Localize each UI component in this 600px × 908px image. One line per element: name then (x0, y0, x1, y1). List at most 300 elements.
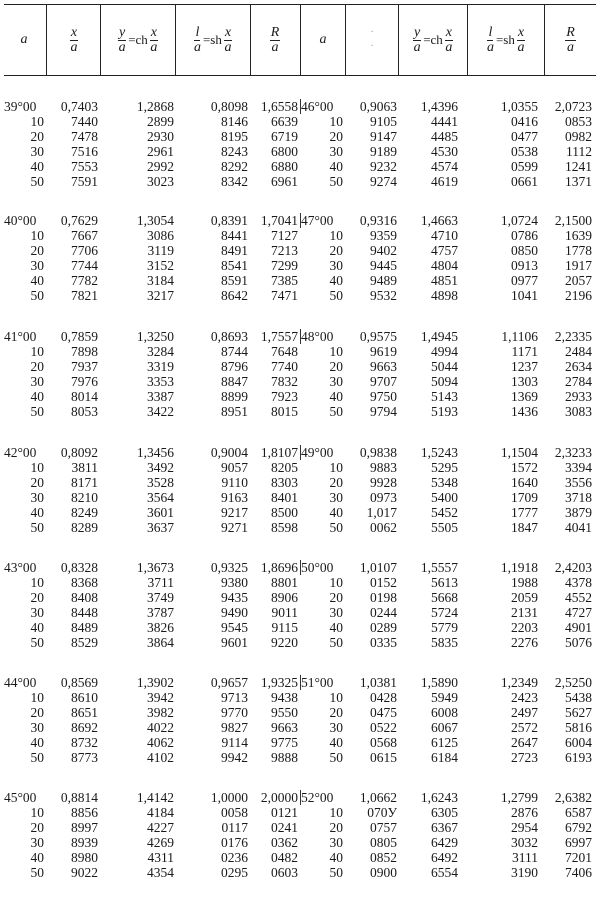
cell-left-x-over-a: 8249 (71, 505, 98, 520)
cell-right-x-over-a: 9274 (370, 174, 397, 189)
cell-right-x-over-a: 9707 (370, 374, 397, 389)
cell-right-x-over-a: 0757 (370, 820, 397, 835)
cell-right-r-over-a: 6997 (565, 835, 592, 850)
cell-right-angle: 10 (329, 805, 343, 820)
cell-right-angle: 20 (329, 243, 343, 258)
header-faded-den: · (370, 41, 374, 52)
table-row (4, 520, 596, 535)
cell-left-l-over-a: 0,9004 (210, 445, 248, 460)
cell-right-l-over-a: 2954 (511, 820, 538, 835)
cell-right-r-over-a: 4041 (565, 520, 592, 535)
cell-left-l-over-a: 8195 (221, 129, 248, 144)
cell-left-x-over-a: 8408 (71, 590, 98, 605)
cell-left-r-over-a: 7740 (271, 359, 298, 374)
cell-right-l-over-a: 1,1106 (501, 329, 538, 344)
cell-right-angle: 30 (329, 374, 343, 389)
cell-left-r-over-a: 8303 (271, 475, 298, 490)
cell-right-y-over-a: 1,4945 (420, 329, 458, 344)
header-cosh-label: =ch (128, 32, 148, 47)
cell-left-angle: 30 (30, 490, 44, 505)
cell-left-x-over-a: 0,7629 (60, 213, 98, 228)
cell-right-r-over-a: 2,1500 (554, 213, 592, 228)
cell-right-y-over-a: 1,5557 (420, 560, 458, 575)
cell-left-l-over-a: 9490 (221, 605, 248, 620)
cell-left-l-over-a: 0236 (221, 850, 248, 865)
cell-left-r-over-a: 7832 (271, 374, 298, 389)
cell-left-y-over-a: 3319 (147, 359, 174, 374)
cell-left-r-over-a: 7471 (271, 288, 298, 303)
cell-right-l-over-a: 1,2799 (500, 790, 538, 805)
column-divider (300, 445, 301, 460)
cell-right-angle: 50 (329, 750, 343, 765)
cell-left-y-over-a: 4022 (147, 720, 174, 735)
cell-left-l-over-a: 0,8098 (210, 99, 248, 114)
table-row (4, 144, 596, 159)
table-row (4, 635, 596, 650)
cell-right-angle: 10 (329, 344, 343, 359)
cell-left-r-over-a: 8401 (271, 490, 298, 505)
table-group (4, 560, 596, 650)
cell-left-angle: 10 (30, 805, 44, 820)
cell-right-y-over-a: 5452 (431, 505, 458, 520)
cell-left-y-over-a: 3422 (147, 404, 174, 419)
table-row (4, 605, 596, 620)
cell-right-angle: 30 (329, 490, 343, 505)
cell-right-x-over-a: 9489 (370, 273, 397, 288)
cell-right-angle: 30 (329, 835, 343, 850)
cell-left-y-over-a: 3637 (147, 520, 174, 535)
cell-right-y-over-a: 5668 (431, 590, 458, 605)
cell-left-y-over-a: 3711 (147, 575, 174, 590)
cell-right-x-over-a: 1,0662 (359, 790, 397, 805)
cell-right-l-over-a: 1436 (511, 404, 538, 419)
cell-right-l-over-a: 1,0355 (500, 99, 538, 114)
cell-left-y-over-a: 2930 (147, 129, 174, 144)
cell-right-l-over-a: 1640 (511, 475, 538, 490)
cell-right-y-over-a: 4574 (431, 159, 458, 174)
cell-right-x-over-a: 9402 (370, 243, 397, 258)
cell-left-l-over-a: 8243 (221, 144, 248, 159)
header-frac-den: a (224, 39, 232, 55)
header-angle-label: a (20, 32, 28, 47)
cell-left-y-over-a: 2899 (147, 114, 174, 129)
cell-right-x-over-a: 0198 (370, 590, 397, 605)
cell-left-r-over-a: 7213 (271, 243, 298, 258)
cell-right-angle: 50°00 (301, 560, 334, 575)
cell-right-l-over-a: 1709 (511, 490, 538, 505)
cell-left-y-over-a: 4062 (147, 735, 174, 750)
cell-right-x-over-a: 9619 (370, 344, 397, 359)
table-row (4, 159, 596, 174)
cell-left-y-over-a: 3284 (147, 344, 174, 359)
cell-left-l-over-a: 8342 (221, 174, 248, 189)
cell-right-y-over-a: 5094 (431, 374, 458, 389)
cell-left-angle: 40 (30, 735, 44, 750)
cell-left-x-over-a: 8997 (71, 820, 98, 835)
cell-right-angle: 40 (329, 505, 343, 520)
cell-left-l-over-a: 9380 (221, 575, 248, 590)
cell-right-l-over-a: 1,1504 (500, 445, 538, 460)
cell-right-r-over-a: 1241 (565, 159, 592, 174)
cell-left-x-over-a: 7937 (71, 359, 98, 374)
cell-left-l-over-a: 9114 (221, 735, 248, 750)
cell-left-angle: 10 (30, 228, 44, 243)
header-faded-num: · (370, 27, 374, 38)
cell-left-angle: 10 (30, 460, 44, 475)
cell-left-x-over-a: 0,8092 (60, 445, 98, 460)
cell-right-r-over-a: 3394 (565, 460, 592, 475)
cell-left-angle: 30 (30, 605, 44, 620)
cell-right-x-over-a: 9359 (370, 228, 397, 243)
cell-right-y-over-a: 4485 (431, 129, 458, 144)
cell-left-x-over-a: 8610 (71, 690, 98, 705)
cell-left-x-over-a: 7478 (71, 129, 98, 144)
cell-right-l-over-a: 1171 (511, 344, 538, 359)
cell-left-x-over-a: 7667 (71, 228, 98, 243)
cell-right-l-over-a: 1,2349 (500, 675, 538, 690)
cell-left-x-over-a: 8368 (71, 575, 98, 590)
table-row (4, 228, 596, 243)
cell-right-r-over-a: 0982 (565, 129, 592, 144)
cell-left-l-over-a: 8847 (221, 374, 248, 389)
table-group (4, 445, 596, 535)
cell-right-r-over-a: 2,6382 (554, 790, 592, 805)
table-row (4, 475, 596, 490)
cell-right-r-over-a: 1917 (565, 258, 592, 273)
cell-right-r-over-a: 3083 (565, 404, 592, 419)
cell-right-y-over-a: 4757 (431, 243, 458, 258)
header-angle-right (301, 5, 345, 75)
cell-right-y-over-a: 5779 (431, 620, 458, 635)
cell-right-y-over-a: 5400 (431, 490, 458, 505)
cell-right-angle: 52°00 (301, 790, 334, 805)
cell-left-r-over-a: 9663 (271, 720, 298, 735)
cell-left-l-over-a: 8146 (221, 114, 248, 129)
cell-right-angle: 46°00 (301, 99, 334, 114)
cell-right-l-over-a: 1237 (511, 359, 538, 374)
cell-right-l-over-a: 1041 (511, 288, 538, 303)
cell-left-l-over-a: 1,0000 (210, 790, 248, 805)
cell-right-y-over-a: 5143 (431, 389, 458, 404)
cell-left-l-over-a: 0058 (221, 805, 248, 820)
cell-left-angle: 30 (30, 720, 44, 735)
table-row (4, 620, 596, 635)
cell-left-l-over-a: 0176 (221, 835, 248, 850)
cell-left-l-over-a: 9601 (221, 635, 248, 650)
header-frac-num: x (517, 24, 525, 40)
cell-right-angle: 50 (329, 404, 343, 419)
cell-left-x-over-a: 8732 (71, 735, 98, 750)
table-row (4, 374, 596, 389)
cell-right-x-over-a: 0244 (370, 605, 397, 620)
table-row (4, 835, 596, 850)
cell-left-y-over-a: 1,3902 (136, 675, 174, 690)
cell-left-y-over-a: 1,3673 (136, 560, 174, 575)
cell-right-r-over-a: 2,5250 (554, 675, 592, 690)
cell-right-r-over-a: 5438 (565, 690, 592, 705)
table-group (4, 675, 596, 765)
cell-left-l-over-a: 9163 (221, 490, 248, 505)
header-y-over-a-left (101, 5, 175, 75)
cell-left-r-over-a: 0603 (271, 865, 298, 880)
cell-right-angle: 20 (329, 705, 343, 720)
cell-right-l-over-a: 2131 (511, 605, 538, 620)
cell-left-l-over-a: 8441 (221, 228, 248, 243)
cell-right-x-over-a: 9750 (370, 389, 397, 404)
cell-left-r-over-a: 9115 (271, 620, 298, 635)
cell-right-angle: 30 (329, 605, 343, 620)
cell-right-x-over-a: 9883 (370, 460, 397, 475)
cell-right-angle: 40 (329, 735, 343, 750)
cell-left-l-over-a: 0,9325 (210, 560, 248, 575)
header-r-over-a-right (545, 5, 596, 75)
cell-left-r-over-a: 7385 (271, 273, 298, 288)
table-row (4, 114, 596, 129)
cell-left-angle: 20 (30, 243, 44, 258)
cell-left-angle: 30 (30, 258, 44, 273)
cell-right-y-over-a: 5505 (431, 520, 458, 535)
cell-right-r-over-a: 5816 (565, 720, 592, 735)
cell-right-x-over-a: 1,017 (366, 505, 397, 520)
cell-right-x-over-a: 0152 (370, 575, 397, 590)
cell-left-x-over-a: 7898 (71, 344, 98, 359)
cell-right-angle: 50 (329, 865, 343, 880)
table-row (4, 850, 596, 865)
cell-right-l-over-a: 2876 (511, 805, 538, 820)
cell-left-x-over-a: 8939 (71, 835, 98, 850)
cell-right-l-over-a: 0850 (511, 243, 538, 258)
cell-right-x-over-a: 0,9316 (359, 213, 397, 228)
cell-left-y-over-a: 3601 (147, 505, 174, 520)
cell-right-angle: 49°00 (301, 445, 334, 460)
cell-left-y-over-a: 3982 (147, 705, 174, 720)
cell-right-x-over-a: 0805 (370, 835, 397, 850)
cell-left-y-over-a: 2961 (147, 144, 174, 159)
cell-right-angle: 40 (329, 273, 343, 288)
cell-right-angle: 50 (329, 635, 343, 650)
header-frac-den: a (150, 39, 158, 55)
cell-right-r-over-a: 2,4203 (554, 560, 592, 575)
cell-right-r-over-a: 5627 (565, 705, 592, 720)
cell-left-x-over-a: 7553 (71, 159, 98, 174)
header-frac-num: x (224, 24, 232, 40)
cell-left-r-over-a: 0362 (271, 835, 298, 850)
header-frac-den: a (413, 39, 421, 55)
cell-left-x-over-a: 8053 (71, 404, 98, 419)
header-frac-den: a (517, 39, 525, 55)
cell-left-r-over-a: 1,7557 (260, 329, 298, 344)
header-angle-label: a (319, 32, 327, 47)
header-frac-num: x (445, 24, 453, 40)
cell-left-r-over-a: 1,9325 (260, 675, 298, 690)
cell-left-y-over-a: 3086 (147, 228, 174, 243)
cell-left-x-over-a: 7821 (71, 288, 98, 303)
cell-left-x-over-a: 8856 (71, 805, 98, 820)
header-l-over-a-right (468, 5, 544, 75)
cell-right-y-over-a: 6184 (431, 750, 458, 765)
cell-right-y-over-a: 1,6243 (420, 790, 458, 805)
cell-left-x-over-a: 8448 (71, 605, 98, 620)
cell-left-r-over-a: 7127 (271, 228, 298, 243)
cell-right-angle: 20 (329, 129, 343, 144)
cell-right-r-over-a: 6587 (565, 805, 592, 820)
cell-right-y-over-a: 5295 (431, 460, 458, 475)
cell-right-r-over-a: 3879 (565, 505, 592, 520)
cell-right-y-over-a: 1,5890 (420, 675, 458, 690)
cell-left-x-over-a: 0,8569 (60, 675, 98, 690)
header-y-over-a-right (399, 5, 467, 75)
cell-left-y-over-a: 3864 (147, 635, 174, 650)
cell-left-r-over-a: 0482 (271, 850, 298, 865)
cell-left-l-over-a: 9271 (221, 520, 248, 535)
cell-right-y-over-a: 4619 (431, 174, 458, 189)
cell-right-l-over-a: 3032 (511, 835, 538, 850)
cell-left-l-over-a: 9217 (221, 505, 248, 520)
cell-right-y-over-a: 4898 (431, 288, 458, 303)
cell-left-x-over-a: 8171 (71, 475, 98, 490)
cell-right-r-over-a: 1371 (565, 174, 592, 189)
cell-right-angle: 20 (329, 359, 343, 374)
cell-right-r-over-a: 4378 (565, 575, 592, 590)
cell-right-x-over-a: 0062 (370, 520, 397, 535)
cell-left-r-over-a: 7923 (271, 389, 298, 404)
cell-right-l-over-a: 2059 (511, 590, 538, 605)
header-frac-den: a (567, 39, 574, 55)
cell-right-angle: 20 (329, 590, 343, 605)
header-sinh-label: =sh (202, 32, 222, 47)
table-row (4, 359, 596, 374)
cell-right-angle: 10 (329, 690, 343, 705)
cell-left-x-over-a: 8773 (71, 750, 98, 765)
cell-left-l-over-a: 9827 (221, 720, 248, 735)
cell-right-angle: 50 (329, 288, 343, 303)
cell-right-y-over-a: 5835 (431, 635, 458, 650)
cell-right-x-over-a: 9663 (370, 359, 397, 374)
cell-right-l-over-a: 2423 (511, 690, 538, 705)
cell-right-y-over-a: 4710 (431, 228, 458, 243)
cell-right-l-over-a: 0913 (511, 258, 538, 273)
cell-right-r-over-a: 2196 (565, 288, 592, 303)
cell-left-l-over-a: 8591 (221, 273, 248, 288)
cell-left-x-over-a: 8692 (71, 720, 98, 735)
cell-left-r-over-a: 6639 (271, 114, 298, 129)
cell-left-y-over-a: 3152 (147, 258, 174, 273)
cell-left-x-over-a: 7782 (71, 273, 98, 288)
cell-left-l-over-a: 8541 (221, 258, 248, 273)
cell-left-y-over-a: 3564 (147, 490, 174, 505)
cell-left-l-over-a: 8951 (221, 404, 248, 419)
cell-right-l-over-a: 0416 (511, 114, 538, 129)
cell-left-y-over-a: 3353 (147, 374, 174, 389)
cell-right-angle: 40 (329, 850, 343, 865)
cell-left-l-over-a: 8292 (221, 159, 248, 174)
cell-right-y-over-a: 6429 (431, 835, 458, 850)
cell-left-l-over-a: 9713 (221, 690, 248, 705)
cell-right-angle: 30 (329, 144, 343, 159)
cell-right-y-over-a: 5949 (431, 690, 458, 705)
cell-right-x-over-a: 9232 (370, 159, 397, 174)
cell-right-l-over-a: 0977 (511, 273, 538, 288)
cell-right-x-over-a: 9147 (370, 129, 397, 144)
cell-right-x-over-a: 9189 (370, 144, 397, 159)
cell-right-r-over-a: 3556 (565, 475, 592, 490)
cell-right-r-over-a: 1112 (566, 144, 592, 159)
cell-right-y-over-a: 5044 (431, 359, 458, 374)
cell-right-r-over-a: 6193 (565, 750, 592, 765)
cell-right-x-over-a: 0475 (370, 705, 397, 720)
cell-right-angle: 10 (329, 575, 343, 590)
cell-right-angle: 50 (329, 520, 343, 535)
cell-left-r-over-a: 6961 (271, 174, 298, 189)
header-x-over-a-left (48, 5, 100, 75)
cell-left-y-over-a: 4102 (147, 750, 174, 765)
cell-left-angle: 44°00 (4, 675, 37, 690)
cell-left-l-over-a: 9942 (221, 750, 248, 765)
cell-right-l-over-a: 1303 (511, 374, 538, 389)
cell-right-l-over-a: 1,1918 (500, 560, 538, 575)
table-row (4, 129, 596, 144)
cell-left-angle: 40 (30, 389, 44, 404)
cell-right-r-over-a: 2,2335 (554, 329, 592, 344)
cell-right-y-over-a: 1,4663 (420, 213, 458, 228)
cell-left-r-over-a: 8801 (271, 575, 298, 590)
cell-right-r-over-a: 6792 (565, 820, 592, 835)
cell-left-x-over-a: 8980 (71, 850, 98, 865)
cell-left-r-over-a: 1,8107 (260, 445, 298, 460)
cell-left-angle: 20 (30, 359, 44, 374)
cell-left-angle: 10 (30, 114, 44, 129)
cell-left-y-over-a: 3492 (147, 460, 174, 475)
cell-right-l-over-a: 1369 (511, 389, 538, 404)
cell-right-l-over-a: 1847 (511, 520, 538, 535)
cell-right-x-over-a: 0615 (370, 750, 397, 765)
cell-right-l-over-a: 1,0724 (500, 213, 538, 228)
cell-right-x-over-a: 0335 (370, 635, 397, 650)
cell-left-y-over-a: 3749 (147, 590, 174, 605)
cell-left-r-over-a: 8500 (271, 505, 298, 520)
table-row (4, 490, 596, 505)
cell-left-y-over-a: 2992 (147, 159, 174, 174)
header-sinh-label: =sh (495, 32, 515, 47)
header-l-over-a-left (176, 5, 250, 75)
cell-right-angle: 47°00 (301, 213, 334, 228)
cell-left-angle: 50 (30, 174, 44, 189)
cell-left-x-over-a: 3811 (71, 460, 98, 475)
table-group (4, 790, 596, 880)
cell-left-angle: 10 (30, 690, 44, 705)
cell-left-r-over-a: 9888 (271, 750, 298, 765)
cell-left-r-over-a: 7648 (271, 344, 298, 359)
table-row (4, 590, 596, 605)
cell-right-l-over-a: 1988 (511, 575, 538, 590)
cell-left-y-over-a: 3387 (147, 389, 174, 404)
table-row (4, 404, 596, 419)
cell-right-y-over-a: 6008 (431, 705, 458, 720)
cell-left-r-over-a: 1,7041 (260, 213, 298, 228)
table-header (4, 4, 596, 76)
cell-left-angle: 40 (30, 273, 44, 288)
cell-left-y-over-a: 4354 (147, 865, 174, 880)
cell-left-l-over-a: 8491 (221, 243, 248, 258)
cell-right-l-over-a: 3190 (511, 865, 538, 880)
cell-right-angle: 30 (329, 258, 343, 273)
cell-left-x-over-a: 8210 (71, 490, 98, 505)
cell-right-x-over-a: 0,9063 (359, 99, 397, 114)
cell-right-x-over-a: 9928 (370, 475, 397, 490)
cell-left-y-over-a: 1,3054 (136, 213, 174, 228)
cell-left-x-over-a: 8289 (71, 520, 98, 535)
cell-left-angle: 45°00 (4, 790, 37, 805)
